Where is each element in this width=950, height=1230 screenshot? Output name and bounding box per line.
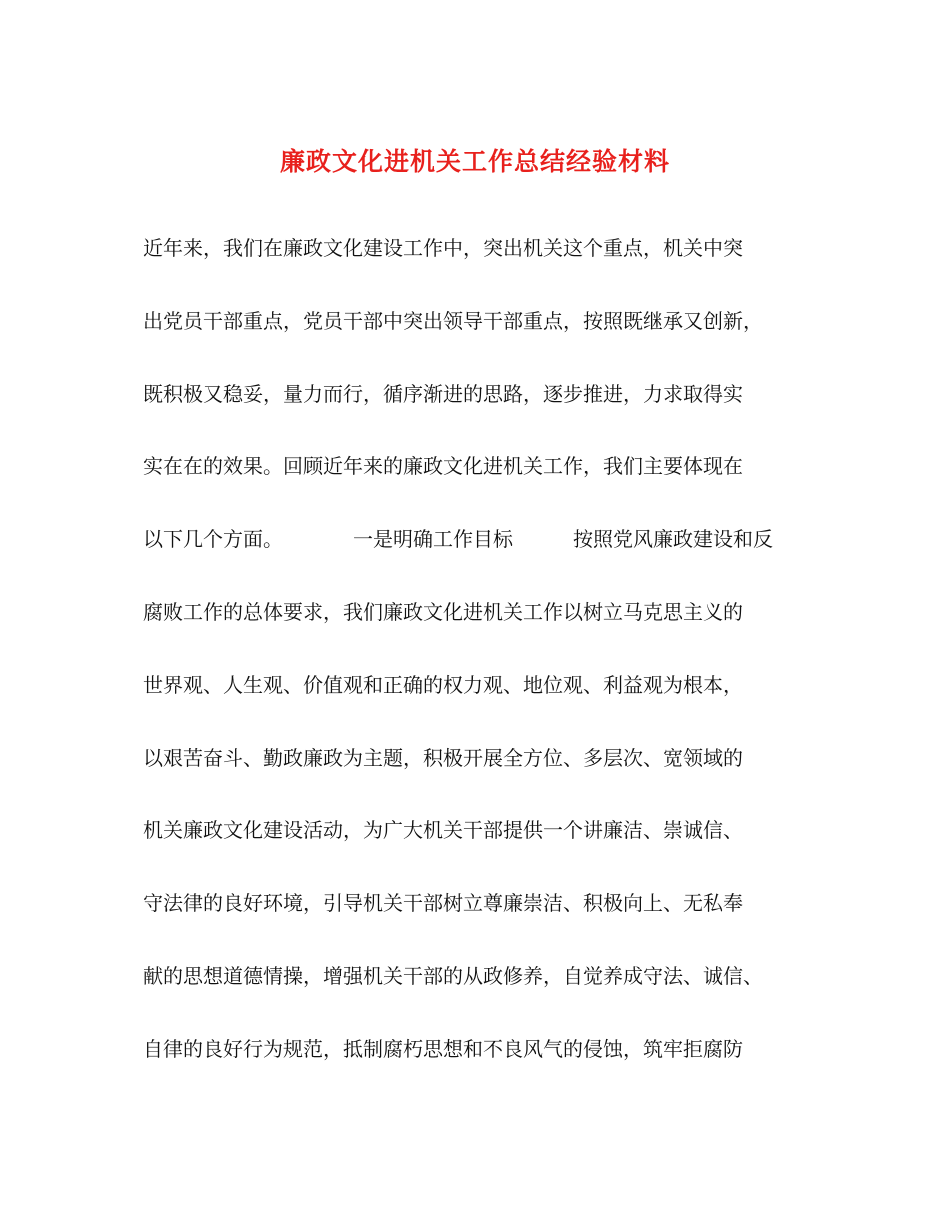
body-line: 以艰苦奋斗、勤政廉政为主题，积极开展全方位、多层次、宽领域的 (143, 745, 743, 770)
body-line: 近年来，我们在廉政文化建设工作中，突出机关这个重点，机关中突 (143, 236, 743, 260)
document-body (143, 226, 823, 1100)
document-title: 廉政文化进机关工作总结经验材料 (279, 147, 670, 176)
body-line: 实在在的效果。回顾近年来的廉政文化进机关工作，我们主要体现在 (143, 454, 743, 479)
body-line: 献的思想道德情操，增强机关干部的从政修养，自觉养成守法、诚信、 (143, 963, 763, 988)
section-heading: 一是明确工作目标 (353, 527, 513, 552)
body-line-with-heading (143, 517, 823, 590)
body-line: 腐败工作的总体要求，我们廉政文化进机关工作以树立马克思主义的 (143, 599, 743, 624)
body-line-segment: 以下几个方面。 (143, 527, 283, 552)
body-line: 出党员干部重点，党员干部中突出领导干部重点，按照既继承又创新， (143, 308, 763, 333)
body-line: 自律的良好行为规范，抵制腐朽思想和不良风气的侵蚀，筑牢拒腐防 (143, 1036, 743, 1061)
body-line-segment: 按照党风廉政建设和反 (573, 527, 773, 552)
body-line: 机关廉政文化建设活动，为广大机关干部提供一个讲廉洁、崇诚信、 (143, 818, 743, 843)
body-line: 世界观、人生观、价值观和正确的权力观、地位观、利益观为根本， (143, 672, 743, 697)
body-line: 守法律的良好环境，引导机关干部树立尊廉崇洁、积极向上、无私奉 (143, 891, 743, 916)
body-line: 既积极又稳妥，量力而行，循序渐进的思路，逐步推进，力求取得实 (143, 381, 743, 406)
